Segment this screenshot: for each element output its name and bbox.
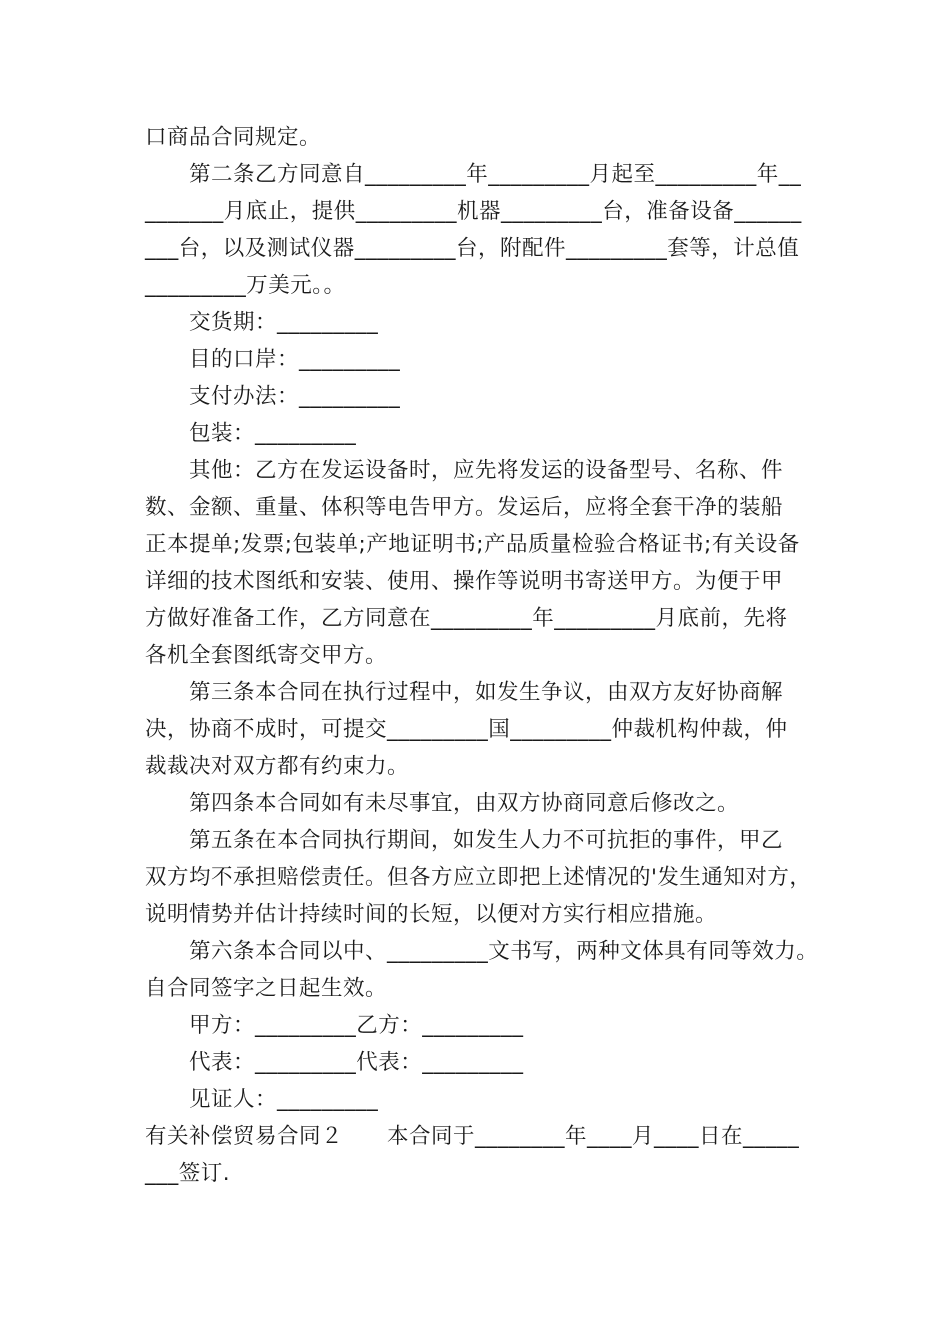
signature-line: 代表：_________代表：_________ [189, 1050, 524, 1075]
text-line: 第四条本合同如有未尽事宜，由双方协商同意后修改之。 [189, 791, 740, 816]
text-line: 有关补偿贸易合同２ 本合同于________年____月____日在_____ [145, 1124, 800, 1149]
text-line: 第三条本合同在执行过程中，如发生争议，由双方友好协商解 [189, 680, 784, 705]
text-line: 各机全套图纸寄交甲方。 [145, 643, 388, 668]
text-line: 双方均不承担赔偿责任。但各方应立即把上述情况的'发生通知对方， [145, 865, 812, 890]
text-line: 口商品合同规定。 [145, 125, 322, 150]
text-line: _________万美元。。 [145, 273, 346, 298]
signature-line: 见证人：_________ [189, 1087, 379, 1112]
text-line: 自合同签字之日起生效。 [145, 976, 388, 1001]
document-body [145, 119, 825, 1192]
text-line: 目的口岸：_________ [189, 347, 401, 372]
signature-line: 甲方：_________乙方：_________ [189, 1013, 524, 1038]
text-line: 方做好准备工作，乙方同意在_________年_________月底前，先将 [145, 606, 788, 631]
text-line: 包装：_________ [189, 421, 357, 446]
text-line: 裁裁决对双方都有约束力。 [145, 754, 410, 779]
text-line: 详细的技术图纸和安装、使用、操作等说明书寄送甲方。为便于甲 [145, 569, 784, 594]
text-line: 第二条乙方同意自_________年_________月起至_________年__ [189, 162, 802, 187]
text-line: 第五条在本合同执行期间，如发生人力不可抗拒的事件，甲乙 [189, 828, 784, 853]
text-line: 支付办法：_________ [189, 384, 401, 409]
text-line: _______月底止，提供_________机器_________台，准备设备______ [145, 199, 802, 224]
text-line: 第六条本合同以中、_________文书写，两种文体具有同等效力。 [189, 939, 819, 964]
text-line: 正本提单;发票;包装单;产地证明书;产品质量检验合格证书;有关设备 [145, 532, 800, 557]
text-line: 交货期：_________ [189, 310, 379, 335]
text-line: ___台，以及测试仪器_________台，附配件_________套等，计总值 [145, 236, 800, 261]
text-line: 其他：乙方在发运设备时，应先将发运的设备型号、名称、件 [189, 458, 784, 483]
text-line: 决，协商不成时，可提交_________国_________仲裁机构仲裁，仲 [145, 717, 788, 742]
text-line: 说明情势并估计持续时间的长短，以便对方实行相应措施。 [145, 902, 718, 927]
text-line: 数、金额、重量、体积等电告甲方。发运后，应将全套干净的装船 [145, 495, 784, 520]
text-line: ___签订. [145, 1161, 231, 1186]
